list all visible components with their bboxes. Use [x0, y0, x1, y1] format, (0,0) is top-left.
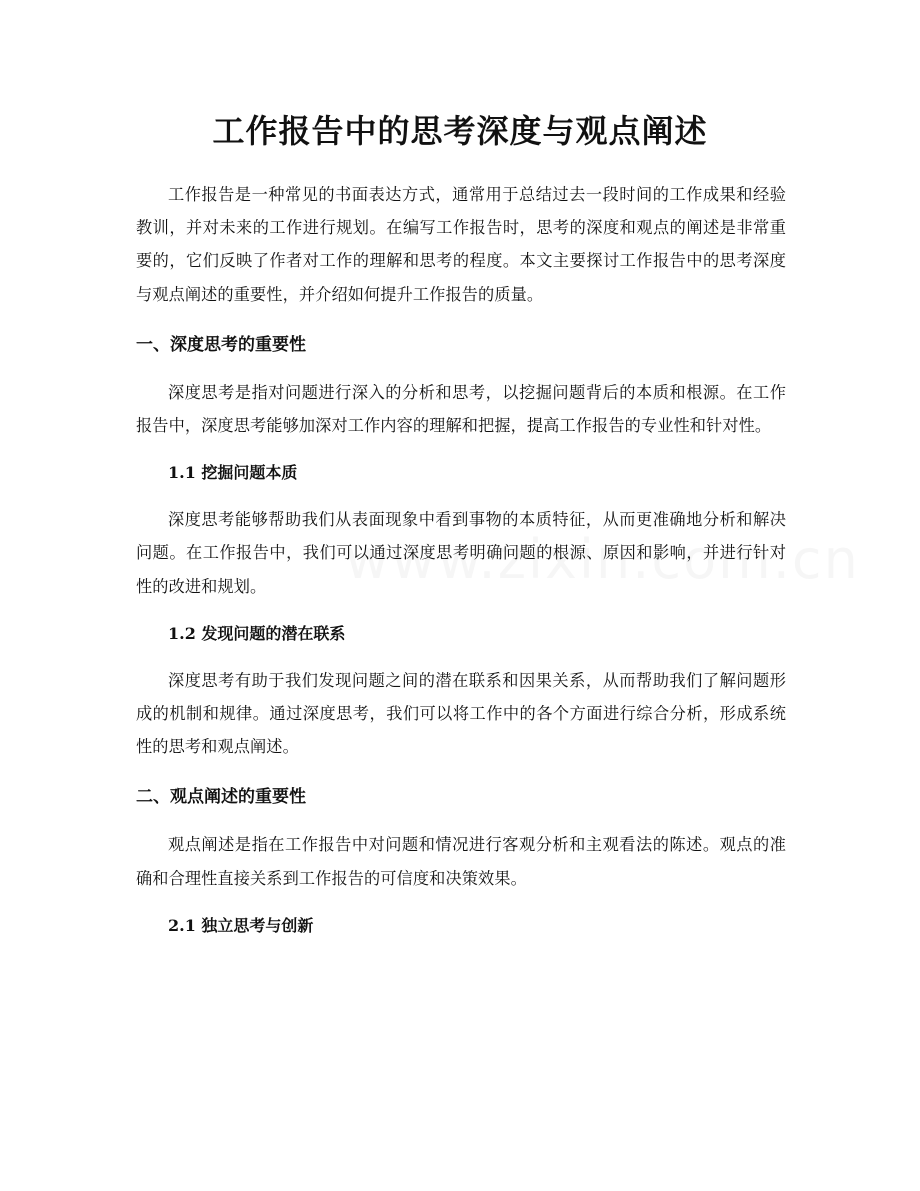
spacer: [136, 763, 786, 781]
spacer: [136, 814, 786, 828]
subsection-1-1-paragraph: 深度思考能够帮助我们从表面现象中看到事物的本质特征，从而更准确地分析和解决问题。在工作报告中，我们可以通过深度思考明确问题的根源、原因和影响，并进行针对性的改进和规划。: [136, 510, 786, 596]
spacer: [136, 311, 786, 329]
section-1-heading: 一、深度思考的重要性: [136, 334, 306, 355]
spacer: [136, 489, 786, 503]
document-title: 工作报告中的思考深度与观点阐述: [212, 112, 708, 150]
intro-paragraph: 工作报告是一种常见的书面表达方式，通常用于总结过去一段时间的工作成果和经验教训，并对未来的工作进行规划。在编写工作报告时，思考的深度和观点的阐述是非常重要的，它们反映了作者对工作的理解和思考的程度。本文主要探讨工作报告中的思考深度与观点阐述的重要性，并介绍如何提升工作报告的质量。: [136, 185, 786, 304]
spacer: [136, 362, 786, 376]
subsection-1-1-heading: 1.1 挖掘问题本质: [168, 463, 298, 483]
spacer: [136, 442, 786, 456]
section-2-heading: 二、观点阐述的重要性: [136, 787, 306, 808]
section-1-paragraph: 深度思考是指对问题进行深入的分析和思考，以挖掘问题背后的本质和根源。在工作报告中，深度思考能够加深对工作内容的理解和把握，提高工作报告的专业性和针对性。: [136, 382, 786, 436]
spacer: [136, 895, 786, 909]
spacer: [136, 650, 786, 664]
subsection-1-2-paragraph: 深度思考有助于我们发现问题之间的潜在联系和因果关系，从而帮助我们了解问题形成的机制和规律。通过深度思考，我们可以将工作中的各个方面进行综合分析，形成系统性的思考和观点阐述。: [136, 670, 786, 757]
subsection-2-1-heading: 2.1 独立思考与创新: [168, 915, 314, 935]
document-body: [136, 178, 786, 942]
subsection-1-2-heading: 1.2 发现问题的潜在联系: [168, 623, 346, 643]
spacer: [136, 603, 786, 617]
section-2-paragraph: 观点阐述是指在工作报告中对问题和情况进行客观分析和主观看法的陈述。观点的准确和合理性直接关系到工作报告的可信度和决策效果。: [136, 835, 786, 888]
